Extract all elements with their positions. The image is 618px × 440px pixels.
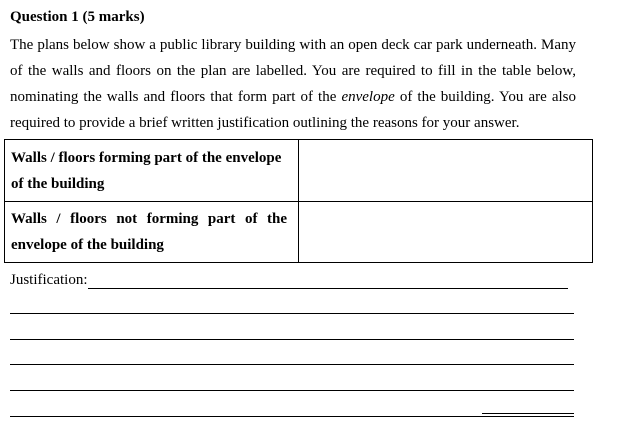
justification-answer-line-6[interactable] bbox=[10, 416, 574, 417]
justification-answer-line-3[interactable] bbox=[10, 339, 574, 340]
question-heading: Question 1 (5 marks) bbox=[10, 9, 145, 25]
envelope-label-line-1: Walls / floors forming part of the envelope bbox=[11, 150, 282, 166]
envelope-answer-cell[interactable] bbox=[299, 140, 593, 202]
not-envelope-label-cell bbox=[5, 202, 299, 263]
not-envelope-label-line-2: envelope of the building bbox=[11, 237, 164, 253]
not-envelope-label-line-1: Walls / floors not forming part of the bbox=[11, 211, 287, 227]
intro-line-2: of the walls and floors on the plan are labelled. You are required to fill in the table below, bbox=[10, 63, 576, 79]
table-row-not-envelope bbox=[5, 202, 593, 263]
justification-answer-line-5[interactable] bbox=[10, 390, 574, 391]
envelope-emphasis: envelope bbox=[341, 89, 395, 105]
justification-answer-line-tail bbox=[482, 413, 574, 414]
not-envelope-answer-cell[interactable] bbox=[299, 202, 593, 263]
intro-line-3-start: nominating the walls and floors that form part of the bbox=[10, 89, 342, 105]
table-row-envelope bbox=[5, 140, 593, 202]
justification-answer-line-1[interactable] bbox=[88, 288, 568, 289]
intro-line-3-end: of the building. You are also bbox=[394, 89, 576, 105]
intro-line-3 bbox=[10, 88, 576, 106]
justification-answer-line-4[interactable] bbox=[10, 364, 574, 365]
answer-table bbox=[4, 139, 593, 263]
intro-line-4: required to provide a brief written justification outlining the reasons for your answer. bbox=[10, 115, 520, 131]
envelope-label-line-2: of the building bbox=[11, 176, 105, 192]
justification-answer-line-2[interactable] bbox=[10, 313, 574, 314]
justification-label: Justification: bbox=[10, 272, 88, 288]
intro-line-1: The plans below show a public library building with an open deck car park underneath. Many bbox=[10, 37, 576, 53]
envelope-label-cell bbox=[5, 140, 299, 202]
